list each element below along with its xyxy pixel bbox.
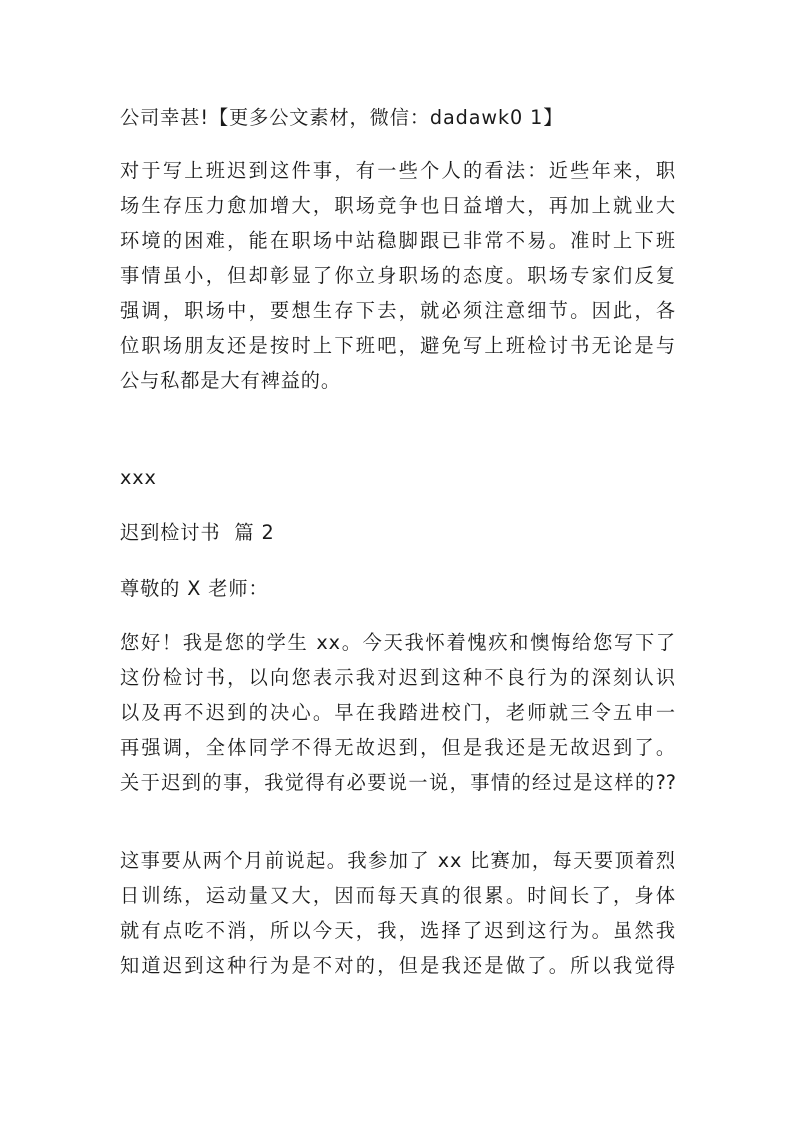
- paragraph-1-line: 对于写上班迟到这件事，有一些个人的看法：近些年来，职: [120, 159, 676, 182]
- paragraph-1-line: 公与私都是大有裨益的。: [120, 369, 341, 392]
- paragraph-3-line: 知道迟到这种行为是不对的，但是我还是做了。所以我觉得: [120, 954, 676, 977]
- paragraph-2: [120, 625, 676, 800]
- paragraph-2-line: 您好！我是您的学生 xx。今天我怀着愧疚和懊悔给您写下了: [120, 631, 676, 654]
- paragraph-3: [120, 843, 676, 983]
- signature: xxx: [120, 466, 157, 489]
- paragraph-1-line: 事情虽小，但却彰显了你立身职场的态度。职场专家们反复: [120, 264, 676, 287]
- section-title: 迟到检讨书 篇 2: [120, 521, 275, 544]
- paragraph-3-line: 就有点吃不消，所以今天，我，选择了迟到这行为。虽然我: [120, 919, 676, 942]
- paragraph-1-line: 强调，职场中，要想生存下去，就必须注意细节。因此，各: [120, 299, 676, 322]
- paragraph-2-line: 这份检讨书，以向您表示我对迟到这种不良行为的深刻认识: [120, 666, 676, 689]
- paragraph-1-line: 场生存压力愈加增大，职场竞争也日益增大，再加上就业大: [120, 194, 676, 217]
- paragraph-2-line: 关于迟到的事，我觉得有必要说一说，事情的经过是这样的??: [120, 771, 676, 794]
- paragraph-3-line: 日训练，运动量又大，因而每天真的很累。时间长了，身体: [120, 884, 676, 907]
- paragraph-1-line: 位职场朋友还是按时上下班吧，避免写上班检讨书无论是与: [120, 334, 676, 357]
- paragraph-3-line: 这事要从两个月前说起。我参加了 xx 比赛加，每天要顶着烈: [120, 849, 676, 872]
- paragraph-2-line: 以及再不迟到的决心。早在我踏进校门，老师就三令五申一: [120, 701, 676, 724]
- paragraph-1-line: 环境的困难，能在职场中站稳脚跟已非常不易。准时上下班: [120, 229, 676, 252]
- paragraph-2-line: 再强调，全体同学不得无故迟到，但是我还是无故迟到了。: [120, 736, 676, 759]
- header-line: 公司幸甚!【更多公文素材，微信：dadawk0 1】: [120, 106, 564, 129]
- paragraph-1: [120, 153, 676, 398]
- salutation: 尊敬的 X 老师：: [120, 577, 269, 600]
